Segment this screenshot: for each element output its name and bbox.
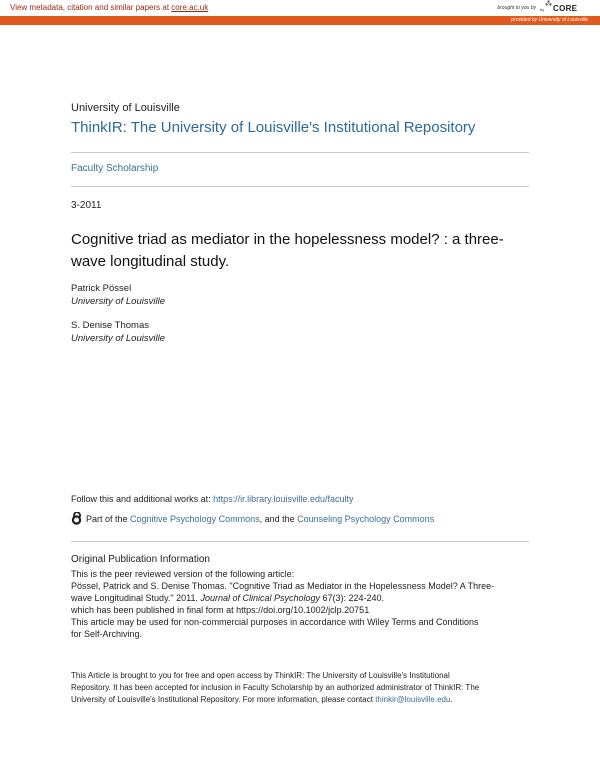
author-name: S. Denise Thomas	[71, 320, 149, 331]
university-name: University of Louisville	[71, 102, 180, 114]
cognitive-psychology-commons-link[interactable]: Cognitive Psychology Commons	[130, 514, 260, 524]
divider	[71, 541, 529, 542]
provided-by-text: provided by University of Louisville	[511, 17, 588, 23]
core-logo-word: CORE	[553, 4, 578, 13]
faculty-url-link[interactable]: https://ir.library.louisville.edu/faculty	[213, 494, 354, 504]
repository-footer: This Article is brought to you for free and open access by ThinkIR: The University of Louisville's Institutional Repository. It has been accepted for inclusion in Faculty Scholarship by an authorized administrator of ThinkIR: The University of Louisville's Institutional Repository. For more information, please contact thinkir@louisville.edu.	[71, 671, 480, 704]
core-logo-by: by	[540, 7, 545, 12]
journal-name: Journal of Clinical Psychology	[200, 593, 321, 603]
core-metadata-link[interactable]: View metadata, citation and similar papers at core.ac.uk	[10, 3, 209, 12]
core-logo[interactable]	[540, 2, 588, 14]
divider	[71, 186, 529, 187]
open-access-icon	[71, 512, 83, 525]
collection-link[interactable]: Faculty Scholarship	[71, 163, 159, 174]
core-logo-icon: ⁂	[545, 1, 552, 8]
core-orange-strip	[0, 16, 600, 25]
publication-date: 3-2011	[71, 200, 102, 211]
author-affiliation: University of Louisville	[71, 333, 165, 344]
follow-line: Follow this and additional works at: https://ir.library.louisville.edu/faculty	[71, 494, 354, 504]
part-of-text: Part of the Cognitive Psychology Commons, and the Counseling Psychology Commons	[86, 514, 435, 524]
publication-info-body: This is the peer reviewed version of the following article: Pössel, Patrick and S. Denise Thomas. "Cognitive Triad as Mediator in the Hopelessness Model? A Three- wave Longitudinal Study." 2011. Journal of Clinical Psychology 67(3): 224-240. which has been published in final form at https://doi.org/10.1002/jclp.20751 This article may be used for non-commercial purposes in accordance with Wiley Terms and Conditions for Self-Archiving.	[71, 569, 495, 639]
brought-to-you-text: brought to you by	[497, 5, 536, 11]
contact-email-link[interactable]: thinkir@louisville.edu	[375, 695, 451, 704]
counseling-psychology-commons-link[interactable]: Counseling Psychology Commons	[297, 514, 435, 524]
publication-info-heading: Original Publication Information	[71, 554, 210, 565]
divider	[71, 152, 529, 153]
author-name: Patrick Pössel	[71, 283, 132, 294]
author-affiliation: University of Louisville	[71, 296, 165, 307]
core-banner	[0, 0, 600, 28]
repository-link[interactable]: ThinkIR: The University of Louisville's Institutional Repository	[71, 119, 476, 136]
article-title: Cognitive triad as mediator in the hopelessness model? : a three-wave longitudinal study.	[71, 231, 504, 270]
